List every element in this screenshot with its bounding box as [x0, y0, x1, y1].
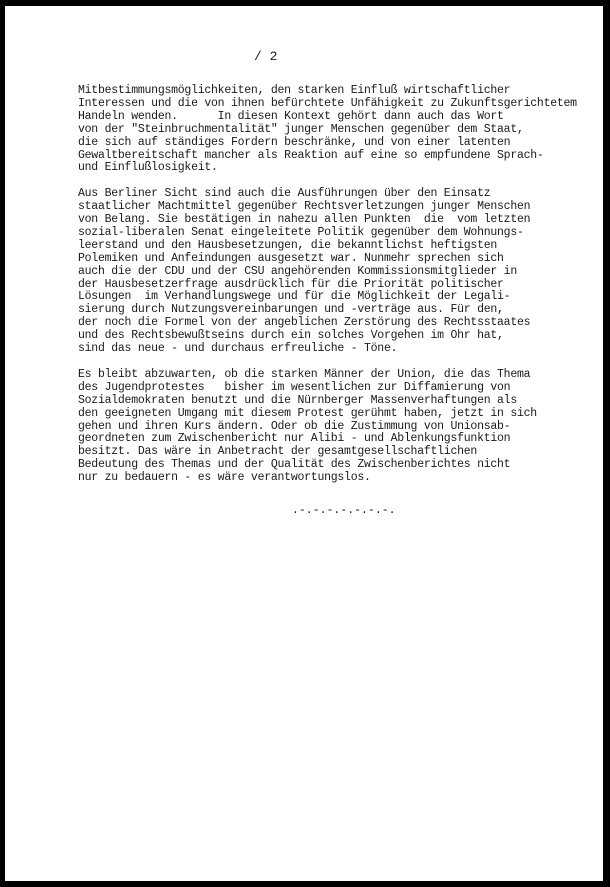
text-line: geordneten zum Zwischenbericht nur Alibi - und Ablenkungsfunktion [78, 432, 511, 446]
text-line: der noch die Formel von der angeblichen Zerstörung des Rechtsstaates [78, 316, 531, 330]
text-line: Gewaltbereitschaft mancher als Reaktion auf eine so empfundene Sprach- [78, 148, 544, 162]
text-line: besitzt. Das wäre in Anbetracht der gesamtgesellschaftlichen [78, 445, 478, 459]
text-line: Sozialdemokraten benutzt und die Nürnberger Massenverhaftungen als [78, 393, 517, 407]
page-number: / 2 [254, 49, 278, 64]
document-page [5, 6, 603, 881]
paragraph [78, 188, 578, 356]
text-line: sozial-liberalen Senat eingeleitete Politik gegenüber dem Wohnungs- [78, 225, 524, 239]
text-line: nur zu bedauern - es wäre verantwortungslos. [78, 471, 371, 485]
text-line: und des Rechtsbewußtseins durch ein solches Vorgehen im Ohr hat, [78, 329, 504, 343]
text-line: von der "Steinbruchmentalität" junger Menschen gegenüber dem Staat, [78, 122, 524, 136]
text-line: Es bleibt abzuwarten, ob die starken Männer der Union, die das Thema [78, 367, 531, 381]
text-line: Lösungen im Verhandlungswege und für die Möglichkeit der Legali- [78, 290, 511, 304]
text-line: leerstand und den Hausbesetzungen, die bekanntlichst heftigsten [78, 238, 498, 252]
text-line: die sich auf ständiges Fordern beschränke, und von einer latenten [78, 135, 511, 149]
paragraph [78, 85, 578, 175]
end-separator: .-.-.-.-.-.-.-. [292, 504, 396, 517]
text-line: des Jugendprotestes bisher im wesentlichen zur Diffamierung von [78, 380, 511, 394]
text-line: sind das neue - und durchaus erfreuliche - Töne. [78, 342, 398, 356]
text-line: Mitbestimmungsmöglichkeiten, den starken Einfluß wirtschaftlicher [78, 84, 511, 97]
document-body [78, 85, 578, 498]
text-line: Aus Berliner Sicht sind auch die Ausführungen über den Einsatz [78, 187, 491, 201]
text-line: auch die der CDU und der CSU angehörenden Kommissionsmitglieder in [78, 264, 517, 278]
text-line: Polemiken und Anfeindungen ausgesetzt war. Nunmehr sprechen sich [78, 251, 504, 265]
text-line: und Einflußlosigkeit. [78, 161, 218, 175]
text-line: gehen und ihren Kurs ändern. Oder ob die Zustimmung von Unionsab- [78, 419, 511, 433]
text-line: der Hausbesetzerfrage ausdrücklich für die Priorität politischer [78, 277, 504, 291]
text-line: Interessen und die von ihnen befürchtete Unfähigkeit zu Zukunftsgerichtetem [78, 96, 577, 110]
text-line: von Belang. Sie bestätigen in nahezu allen Punkten die vom letzten [78, 213, 531, 227]
text-line: sierung durch Nutzungsvereinbarungen und -verträge aus. Für den, [78, 303, 504, 317]
text-line: staatlicher Machtmittel gegenüber Rechtsverletzungen junger Menschen [78, 200, 531, 214]
paragraph [78, 369, 578, 485]
text-line: den geeigneten Umgang mit diesem Protest gerühmt haben, jetzt in sich [78, 406, 537, 420]
text-line: Handeln wenden. In diesen Kontext gehört dann auch das Wort [78, 109, 504, 123]
text-line: Bedeutung des Themas und der Qualität des Zwischenberichtes nicht [78, 458, 511, 472]
